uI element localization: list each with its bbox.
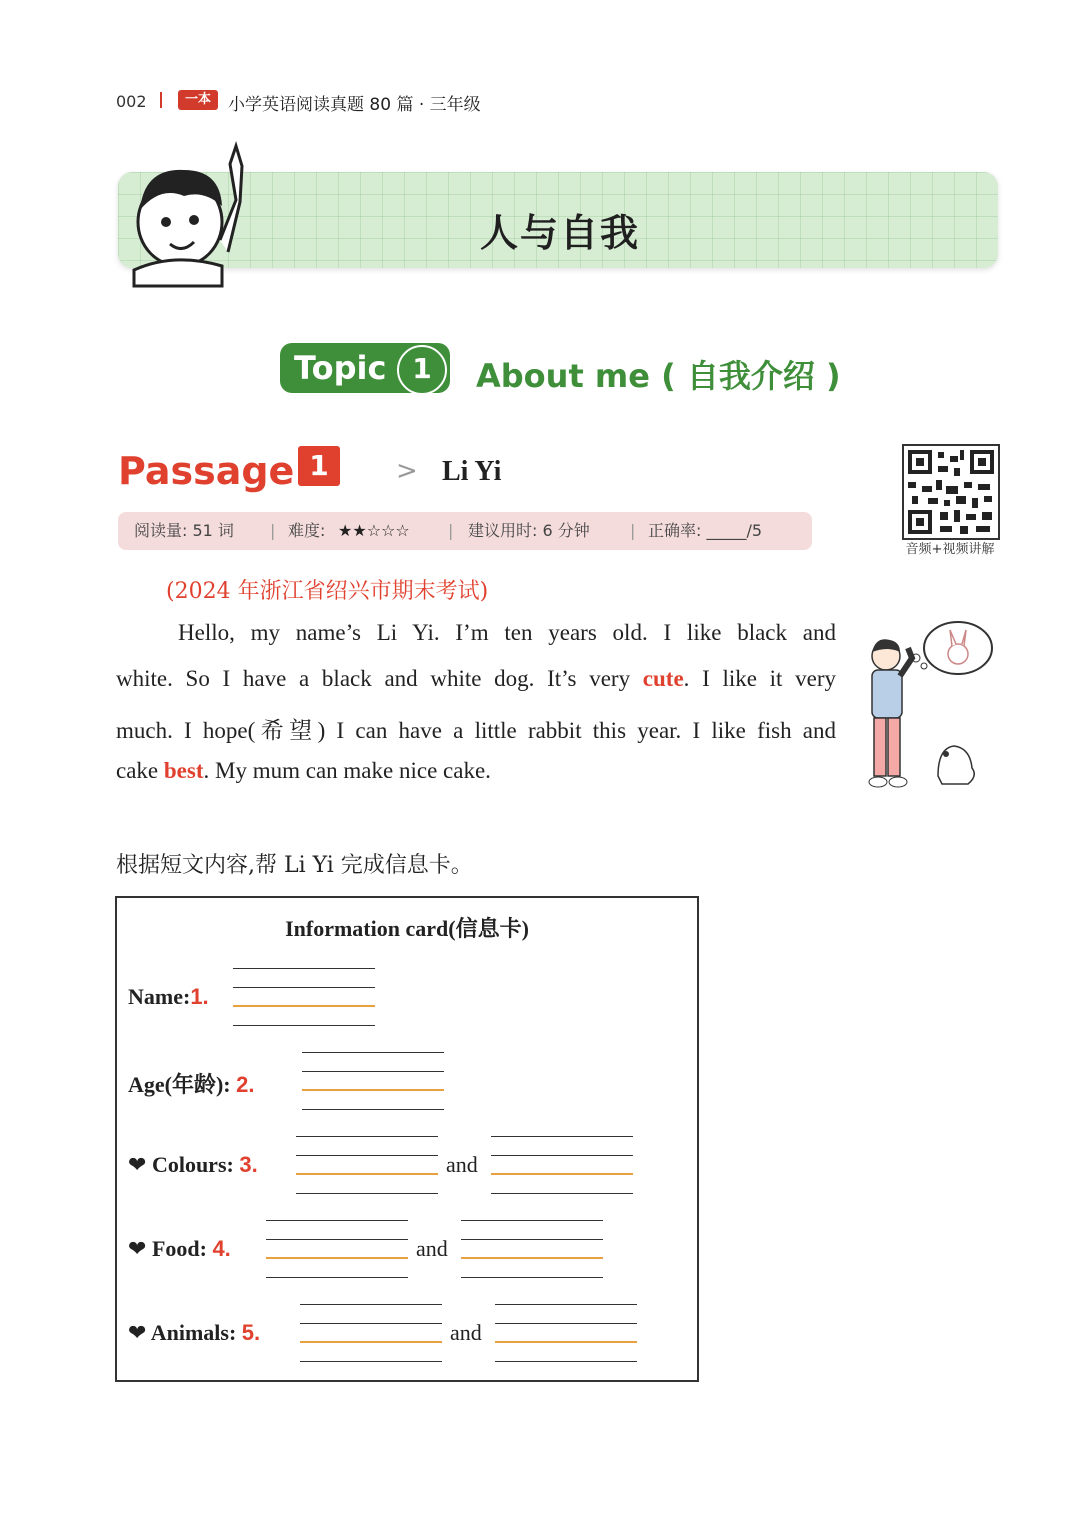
highlight-word: best <box>163 758 204 783</box>
passage-line-4 <box>116 758 836 784</box>
difficulty-stars: ★★☆☆☆ <box>338 521 410 540</box>
question-number: 2. <box>236 1072 255 1097</box>
passage-text: . I like it very <box>683 666 837 691</box>
question-number: 5. <box>241 1320 261 1345</box>
age-label <box>128 1068 255 1099</box>
and-text: and <box>450 1320 482 1345</box>
food-label <box>128 1236 231 1262</box>
topic-title: About me ( 自我介绍 ) <box>476 357 841 395</box>
colours-label <box>128 1152 258 1178</box>
field-label: Name: <box>128 984 191 1009</box>
chevron-right-icon: > <box>396 456 418 486</box>
difficulty-label: 难度: <box>288 521 326 540</box>
passage-text: much. I hope(希望) I can have a little rabbit this year. I like fish and <box>116 718 836 743</box>
question-number: 4. <box>212 1236 231 1261</box>
stats-divider: | <box>630 521 636 540</box>
question-number: 3. <box>239 1152 258 1177</box>
topic-number: 1 <box>397 345 447 395</box>
colours-answer-lines-1[interactable] <box>296 1136 438 1194</box>
animals-answer-lines-1[interactable] <box>300 1304 442 1362</box>
accuracy-field: 正确率: _____/5 <box>648 521 763 540</box>
passage-line-2 <box>116 666 836 692</box>
boy-thinking-illustration <box>858 618 998 798</box>
page-number: 002 <box>116 92 147 111</box>
heart-icon: ❤ <box>128 1237 147 1262</box>
colours-answer-lines-2[interactable] <box>491 1136 633 1194</box>
age-answer-lines[interactable] <box>302 1052 444 1110</box>
passage-label: Passage <box>118 449 295 493</box>
word-count: 阅读量: 51 词 <box>134 521 234 540</box>
passage-text: cake <box>116 758 164 783</box>
passage-text: Hello, my name’s Li Yi. I’m ten years old. I like black and <box>178 620 836 645</box>
question-number: 1. <box>190 984 209 1009</box>
and-text: and <box>416 1236 448 1261</box>
name-answer-lines[interactable] <box>233 968 375 1026</box>
reading-stats-bar <box>118 512 812 550</box>
passage-text: white. So I have a black and white dog. It’s very <box>116 666 643 691</box>
qr-code[interactable] <box>902 444 1000 540</box>
passage-title: Li Yi <box>442 456 502 487</box>
passage-text: . My mum can make nice cake. <box>203 758 491 783</box>
heart-icon: ❤ <box>128 1321 147 1346</box>
food-answer-lines-2[interactable] <box>461 1220 603 1278</box>
topic-label: Topic <box>294 349 387 387</box>
highlight-word: cute <box>642 666 684 691</box>
field-label: Age(年龄): <box>128 1072 231 1097</box>
passage-number: 1 <box>298 446 340 486</box>
stats-divider: | <box>270 521 276 540</box>
exam-source: (2024 年浙江省绍兴市期末考试) <box>166 579 489 604</box>
and-text: and <box>446 1152 478 1177</box>
qr-caption: 音频+视频讲解 <box>905 542 995 557</box>
instruction: 根据短文内容,帮 Li Yi 完成信息卡。 <box>116 853 473 878</box>
animals-label <box>128 1320 260 1346</box>
field-label: Colours: <box>151 1152 234 1177</box>
card-title: Information card(信息卡) <box>285 916 529 941</box>
food-answer-lines-1[interactable] <box>266 1220 408 1278</box>
suggested-time: 建议用时: 6 分钟 <box>468 521 590 540</box>
topic-badge <box>280 343 450 393</box>
passage-line-1 <box>116 620 836 646</box>
boy-pointing-illustration <box>124 140 254 290</box>
animals-answer-lines-2[interactable] <box>495 1304 637 1362</box>
book-title: 小学英语阅读真题 80 篇 · 三年级 <box>228 95 481 115</box>
field-label: Food: <box>151 1236 207 1261</box>
book-logo: 一本 <box>178 90 218 110</box>
banner-title: 人与自我 <box>479 211 640 255</box>
heart-icon: ❤ <box>128 1153 147 1178</box>
name-label <box>128 984 209 1010</box>
header-divider <box>160 92 162 108</box>
field-label: Animals: <box>150 1320 237 1345</box>
stats-divider: | <box>448 521 454 540</box>
passage-line-3 <box>116 712 836 745</box>
